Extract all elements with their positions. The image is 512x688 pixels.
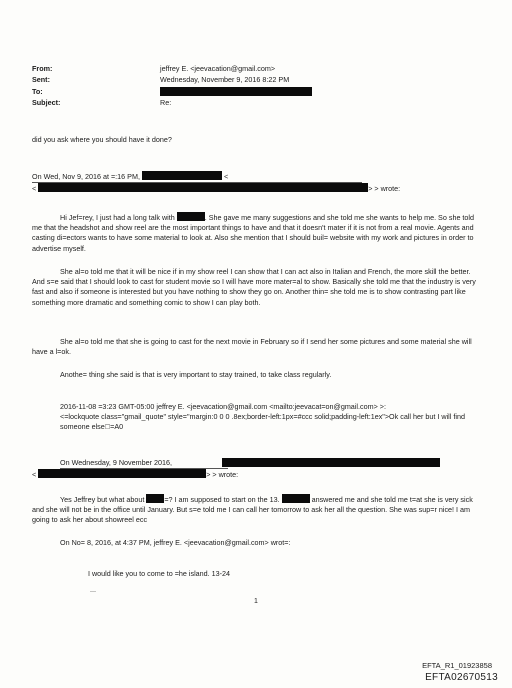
quote-header-2: On Wednesday, 9 November 2016, < > > wrote: xyxy=(32,458,480,480)
paragraph-1: Hi Jef=rey, I just had a long talk with . She gave me many suggestions and she told me she wants to help me. So she told me that the headshot and show reel are the most important things to have and that it doesn't mater if it is not from a real movie. Agents and casting di=ectors wants to have some material to look at. Also she mention that I should buil= website with my work and pictures in order to advertise myself. xyxy=(32,213,475,253)
paragraph-7: I would like you to come to =he island. 13-24 ... xyxy=(88,569,231,595)
sent-value: Wednesday, November 9, 2016 8:22 PM xyxy=(160,75,290,85)
to-label: To: xyxy=(32,86,43,96)
subject-label: Subject: xyxy=(32,98,61,108)
redaction-box xyxy=(160,87,312,96)
redaction-box xyxy=(177,212,205,221)
redaction-box xyxy=(142,171,222,180)
subject-row xyxy=(32,98,472,109)
redaction-box xyxy=(38,183,368,192)
efta-stamp-large: EFTA02670513 xyxy=(425,672,498,683)
subject-value: Re: xyxy=(160,98,172,108)
from-value: jeffrey E. <jeevacation@gmail.com> xyxy=(160,64,276,73)
paragraph-3: She al=o told me that she is going to cast for the next movie in February so if I send her some pictures and some material she will have a l=ok. xyxy=(32,337,472,357)
from-label: From: xyxy=(32,64,53,73)
paragraph-4: Anothe= thing she said is that is very important to stay trained, to take class regularly. xyxy=(60,370,332,379)
to-row xyxy=(32,87,472,98)
page-number: 1 xyxy=(254,598,258,605)
paragraph-6: Yes Jeffrey but what about =? I am supposed to start on the 13. answered me and she told me t=at she is very sick and she will not be in the office until January. But s=e told me I can call her tomorrow to ask her all the question. She was sup=r nice! I am going to ask her about showreel ecc xyxy=(32,495,473,525)
quote-header-1: On Wed, Nov 9, 2016 at =:16 PM, < < > > wrote: xyxy=(32,172,401,194)
paragraph-5: 2016-11-08 =3:23 GMT-05:00 jeffrey E. <jeevacation@gmail.com <mailto:jeevacat=on@gmail.com> >: <=lockquote class="gmail_quote" style="margin:0 0 0 .8ex;border-left:1px=#ccc solid;padding-left:1ex">Ok call her but I will find someone else =A0 xyxy=(60,402,465,432)
redaction-box xyxy=(282,494,310,503)
redaction-box xyxy=(222,458,440,467)
opening-line: did you ask where you should have it done? xyxy=(32,135,172,144)
email-header xyxy=(32,64,472,110)
redaction-box xyxy=(146,494,164,503)
sent-label: Sent: xyxy=(32,75,50,85)
from-row xyxy=(32,64,472,75)
paragraph-2: She al=o told me that it will be nice if in my show reel I can show that I can act also in Italian and French, the more skill the better. And s=e said that I should look to cast for student movie so I will have more mater=al to show. Basically she told me that the industry is very fast and also if someone is interested but you have nothing to show they go on. Another thin= she told me is to show contrasting part like something more dramatic and something comic to show I can play both. xyxy=(32,267,476,307)
quote-header-3: On No= 8, 2016, at 4:37 PM, jeffrey E. <jeevacation@gmail.com> wrot=: xyxy=(60,538,291,547)
sent-row xyxy=(32,75,472,86)
efta-stamp-small: EFTA_R1_01923858 xyxy=(422,661,492,670)
redaction-box xyxy=(38,469,206,478)
